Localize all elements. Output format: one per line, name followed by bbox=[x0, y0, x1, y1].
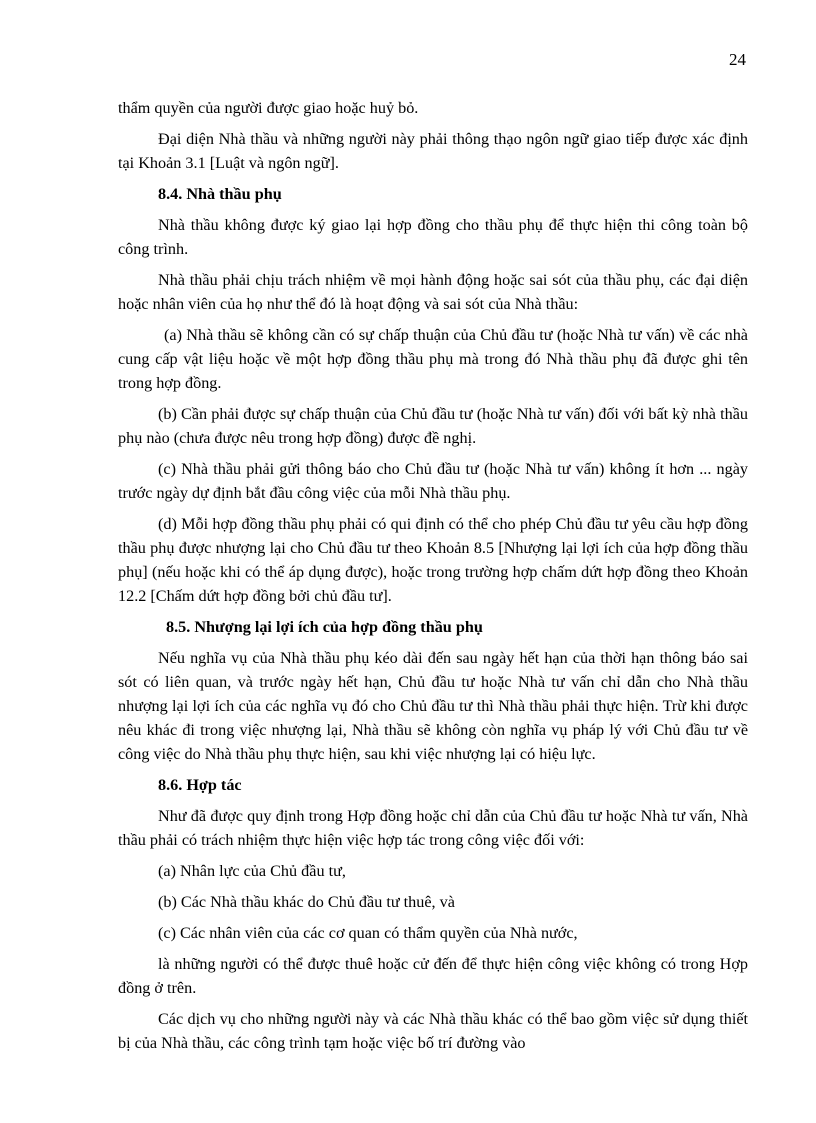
page-number: 24 bbox=[729, 50, 746, 69]
list-item-b: (b) Cần phải được sự chấp thuận của Chủ đầu tư (hoặc Nhà tư vấn) đối với bất kỳ nhà thầu phụ nào (chưa được nêu trong hợp đồng) được đề nghị. bbox=[118, 405, 748, 447]
paragraph: Nhà thầu không được ký giao lại hợp đồng cho thầu phụ để thực hiện thi công toàn bộ công trình. bbox=[118, 216, 748, 258]
list-item-a: (a) Nhân lực của Chủ đầu tư, bbox=[158, 862, 346, 880]
paragraph: Các dịch vụ cho những người này và các Nhà thầu khác có thể bao gồm việc sử dụng thiết bị của Nhà thầu, các công trình tạm hoặc việc bố trí đường vào bbox=[118, 1010, 748, 1052]
paragraph: Nếu nghĩa vụ của Nhà thầu phụ kéo dài đến sau ngày hết hạn của thời hạn thông báo sai sót có liên quan, và trước ngày hết hạn, Chủ đầu tư hoặc Nhà tư vấn chỉ dẫn cho Nhà thầu nhượng lại lợi ích của các nghĩa vụ đó cho Chủ đầu tư thì Nhà thầu phải thực hiện. Trừ khi được nêu khác đi trong việc nhượng lại, Nhà thầu sẽ không còn nghĩa vụ pháp lý với Chủ đầu tư về công việc do Nhà thầu phụ thực hiện, sau khi việc nhượng lại có hiệu lực. bbox=[118, 649, 748, 763]
list-item-b: (b) Các Nhà thầu khác do Chủ đầu tư thuê, và bbox=[158, 893, 455, 911]
paragraph: Nhà thầu phải chịu trách nhiệm về mọi hành động hoặc sai sót của thầu phụ, các đại diện hoặc nhân viên của họ như thể đó là hoạt động và sai sót của Nhà thầu: bbox=[118, 271, 748, 313]
section-heading-8-6: 8.6. Hợp tác bbox=[158, 776, 242, 794]
list-item-c: (c) Các nhân viên của các cơ quan có thẩm quyền của Nhà nước, bbox=[158, 924, 578, 942]
list-item-c: (c) Nhà thầu phải gửi thông báo cho Chủ đầu tư (hoặc Nhà tư vấn) không ít hơn ... ngày trước ngày dự định bắt đầu công việc của mỗi Nhà thầu phụ. bbox=[118, 460, 748, 502]
paragraph: Đại diện Nhà thầu và những người này phải thông thạo ngôn ngữ giao tiếp được xác định tại Khoản 3.1 [Luật và ngôn ngữ]. bbox=[118, 130, 748, 172]
paragraph-continuation: thẩm quyền của người được giao hoặc huỷ bỏ. bbox=[118, 99, 419, 117]
section-heading-8-5: 8.5. Nhượng lại lợi ích của hợp đồng thầu phụ bbox=[166, 618, 483, 636]
list-item-d: (d) Mỗi hợp đồng thầu phụ phải có qui định có thể cho phép Chủ đầu tư yêu cầu hợp đồng thầu phụ được nhượng lại cho Chủ đầu tư theo Khoản 8.5 [Nhượng lại lợi ích của hợp đồng thầu phụ] (nếu hoặc khi có thể áp dụng được), hoặc trong trường hợp chấm dứt hợp đồng theo Khoản 12.2 [Chấm dứt hợp đồng bởi chủ đầu tư]. bbox=[118, 515, 748, 605]
paragraph: là những người có thể được thuê hoặc cử đến để thực hiện công việc không có trong Hợp đồng ở trên. bbox=[118, 955, 748, 997]
document-body bbox=[118, 96, 748, 1055]
paragraph: Như đã được quy định trong Hợp đồng hoặc chỉ dẫn của Chủ đầu tư hoặc Nhà tư vấn, Nhà thầu phải có trách nhiệm thực hiện việc hợp tác trong công việc đối với: bbox=[118, 807, 748, 849]
list-item-a: (a) Nhà thầu sẽ không cần có sự chấp thuận của Chủ đầu tư (hoặc Nhà tư vấn) về các nhà cung cấp vật liệu hoặc về một hợp đồng thầu phụ mà trong đó Nhà thầu phụ đã được ghi tên trong hợp đồng. bbox=[118, 326, 748, 392]
section-heading-8-4: 8.4. Nhà thầu phụ bbox=[158, 185, 282, 203]
